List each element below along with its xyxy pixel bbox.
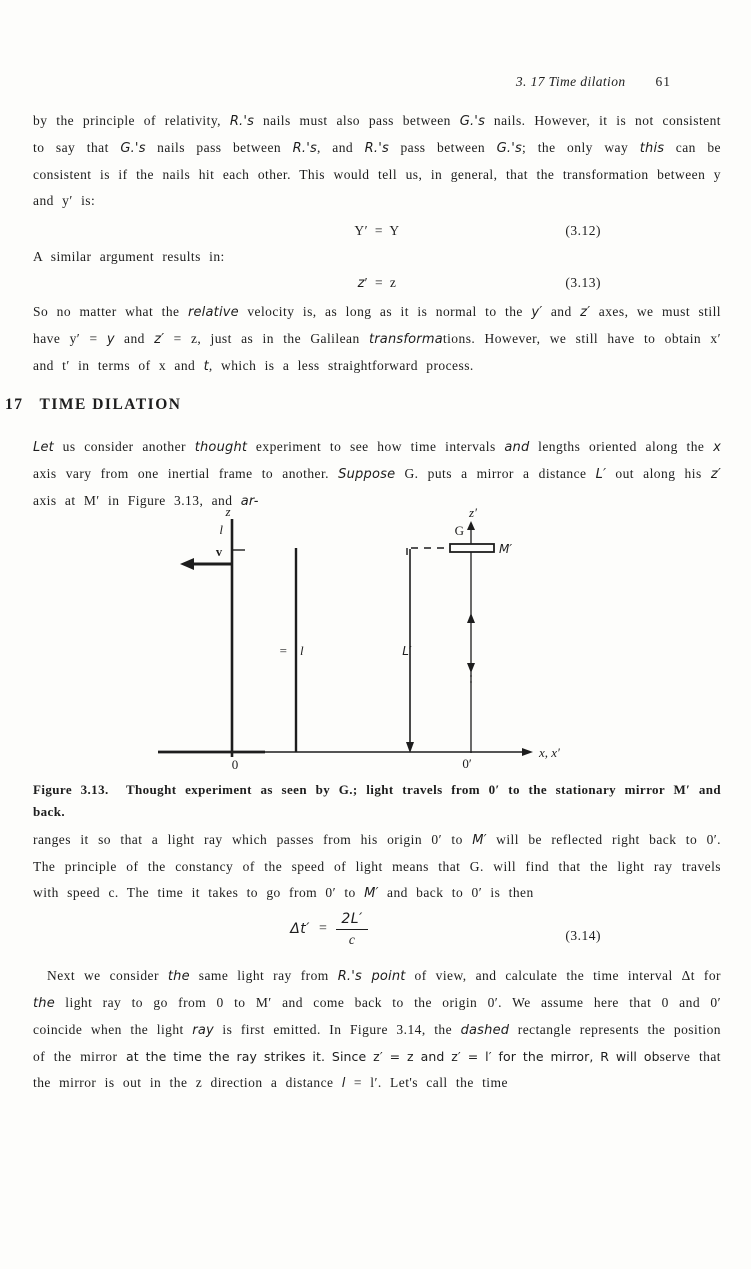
- paragraph-thought-experiment: Let us consider another thought experiment to see how time intervals and lengths oriented along the x axis vary from one inertial frame to another. Suppose G. puts a mirror a distance L′ out along his z′ axis at M′ in Figure 3.13, and ar-: [33, 439, 721, 509]
- origin-label: 0: [231, 757, 239, 772]
- equation-3-12-number: (3.12): [565, 223, 601, 238]
- paragraph-R-point-of-view: Next we consider the same light ray from R.'s point of view, and calculate the time interval Δt for the light ray to go from 0 to M′ and come back to the origin 0′. We assume here that 0 and 0′ coincide when the light ray is first emitted. In Figure 3.14, the dashed rectangle represents the position of the mirror at the time the ray strikes it. Since z′ = z and z′ = l′ for the mirror, R will observe that the mirror is out in the z direction a distance l = l′. Let's call the time: [33, 968, 721, 1091]
- ell-label: l: [219, 522, 223, 537]
- x-axis-arrowhead: [522, 748, 533, 756]
- running-title: 3. 17 Time dilation: [515, 74, 626, 89]
- paragraph-nails: by the principle of relativity, R.'s nails must also pass between G.'s nails. However, it is not consistent to say that G.'s nails pass between R.'s, and R.'s pass between G.'s; the only way this can be consistent is if the nails hit each other. This would tell us, in general, that the transformation between y and y′ is:: [33, 113, 721, 208]
- velocity-label: v: [215, 545, 223, 559]
- section-number: 17: [5, 396, 24, 413]
- equation-3-13-body: z′ = z: [357, 275, 397, 291]
- figure-3-13-drawing: [33, 507, 751, 773]
- origin-prime-label: 0′: [462, 756, 472, 771]
- equation-3-12: [33, 218, 721, 244]
- mirror-label: M′: [499, 542, 513, 556]
- ell2-label: l: [300, 643, 304, 658]
- z-axis-label: z: [225, 507, 231, 519]
- paragraph-galilean: So no matter what the relative velocity is, as long as it is normal to the y′ and z′ axes, we must still have y′ = y and z′ = z, just as in the Galilean transformations. However, we still have to obtain x′ and t′ in terms of x and t, which is a less straightforward process.: [33, 304, 721, 374]
- observer-G-label: G: [454, 523, 464, 538]
- paragraph-similar-argument: A similar argument results in:: [33, 249, 225, 264]
- paragraph-light-ray: ranges it so that a light ray which passes from his origin 0′ to M′ will be reflected right back to 0′. The principle of the constancy of the speed of light means that G. will find that the light ray travels with speed c. The time it takes to go from 0′ to M′ and back to 0′ is then: [33, 832, 721, 901]
- light-ray-down-arrowhead: [467, 663, 475, 673]
- figure-caption: [33, 779, 721, 823]
- equation-3-14-number: (3.14): [565, 928, 601, 943]
- equation-3-14-body: [290, 911, 368, 948]
- mirror: [450, 544, 494, 552]
- equals-label: =: [279, 643, 287, 658]
- equation-3-14: [33, 909, 721, 963]
- page-number: 61: [655, 74, 671, 89]
- page-header: [33, 74, 721, 90]
- x-axis-label: x, x′: [539, 745, 560, 760]
- fraction-denominator: c: [348, 932, 356, 948]
- delta-t-prime: Δt′: [290, 921, 310, 938]
- light-ray-up-arrowhead: [467, 613, 475, 623]
- section-title: TIME DILATION: [39, 396, 182, 413]
- figure-caption-text: Thought experiment as seen by G.; light travels from 0′ to the stationary mirror M′ and back.: [33, 782, 722, 819]
- section-heading: [5, 394, 721, 416]
- figure-3-13: [33, 507, 721, 773]
- fraction: [336, 911, 367, 948]
- book-page: [0, 74, 751, 1097]
- L-prime-label: L′: [402, 644, 412, 658]
- equation-3-13: [33, 270, 721, 297]
- equation-3-13-number: (3.13): [565, 275, 601, 290]
- velocity-arrowhead: [180, 558, 194, 570]
- fraction-numerator: 2L′: [336, 911, 367, 930]
- figure-caption-label: Figure 3.13.: [33, 782, 109, 797]
- equation-3-12-body: Y′ = Y: [354, 223, 400, 238]
- equals-sign: =: [318, 921, 328, 937]
- z-prime-axis-label: z′: [469, 507, 477, 520]
